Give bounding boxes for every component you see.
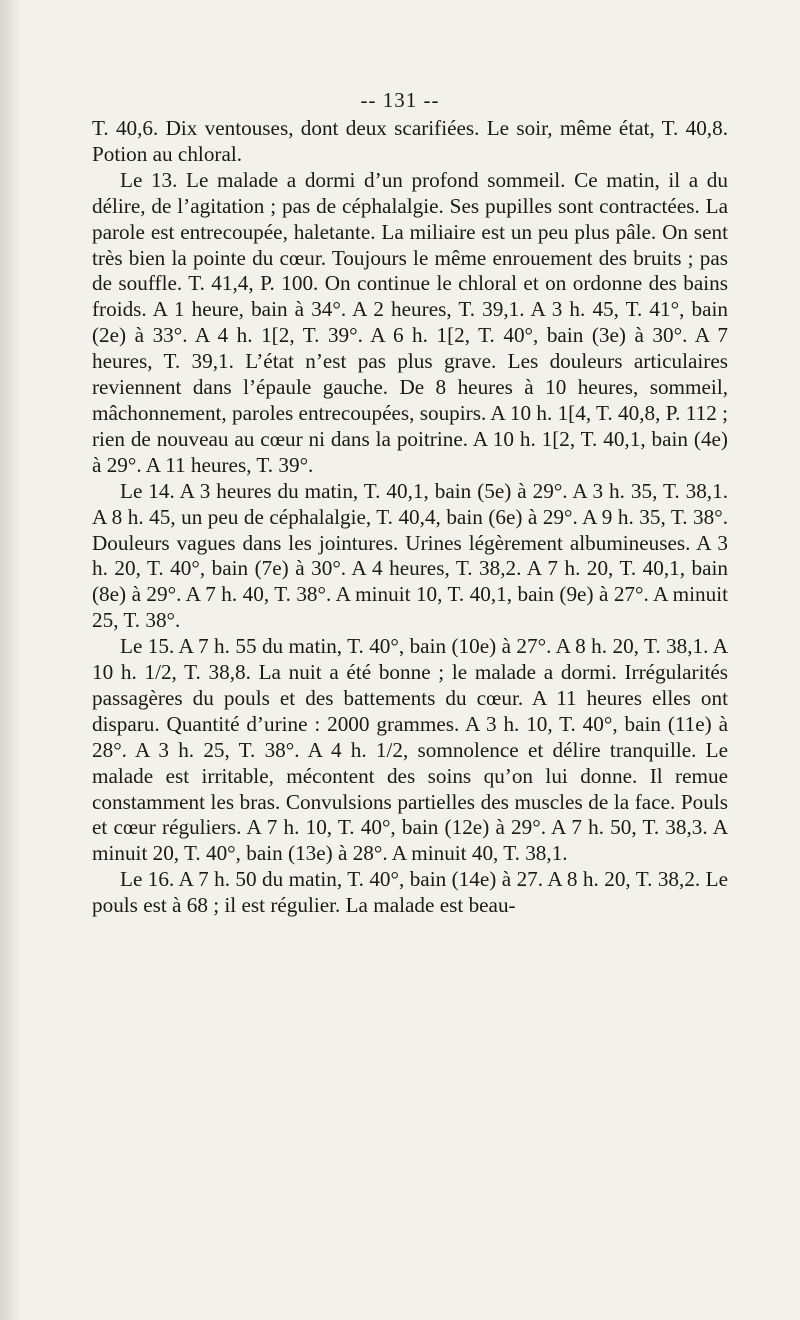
body-text bbox=[92, 116, 728, 919]
page-number: -- 131 -- bbox=[360, 88, 440, 112]
paragraph-continuation: T. 40,6. Dix ventouses, dont deux scarifiées. Le soir, même état, T. 40,8. Potion au chloral. bbox=[92, 116, 728, 166]
paragraph-day-15: Le 15. A 7 h. 55 du matin, T. 40°, bain (10e) à 27°. A 8 h. 20, T. 38,1. A 10 h. 1/2, T. 38,8. La nuit a été bonne ; le malade a dormi. Irrégularités passagères du pouls et des battements du cœur. A 11 heures elles ont disparu. Quantité d’urine : 2000 grammes. A 3 h. 10, T. 40°, bain (11e) à 28°. A 3 h. 25, T. 38°. A 4 h. 1/2, somnolence et délire tranquille. Le malade est irritable, mécontent des soins qu’on lui donne. Il remue constamment les bras. Convulsions partielles des muscles de la face. Pouls et cœur réguliers. A 7 h. 10, T. 40°, bain (12e) à 29°. A 7 h. 50, T. 38,3. A minuit 20, T. 40°, bain (13e) à 28°. A minuit 40, T. 38,1. bbox=[92, 634, 728, 866]
paragraph-day-14: Le 14. A 3 heures du matin, T. 40,1, bain (5e) à 29°. A 3 h. 35, T. 38,1. A 8 h. 45, un peu de céphalalgie, T. 40,4, bain (6e) à 29°. A 9 h. 35, T. 38°. Douleurs vagues dans les jointures. Urines légèrement albumineuses. A 3 h. 20, T. 40°, bain (7e) à 30°. A 4 heures, T. 38,2. A 7 h. 20, T. 40,1, bain (8e) à 29°. A 7 h. 40, T. 38°. A minuit 10, T. 40,1, bain (9e) à 27°. A minuit 25, T. 38°. bbox=[92, 478, 728, 633]
paragraph-day-13: Le 13. Le malade a dormi d’un profond sommeil. Ce matin, il a du délire, de l’agitation ; pas de céphalalgie. Ses pupilles sont contractées. La parole est entrecoupée, haletante. La miliaire est un peu plus pâle. On sent très bien la pointe du cœur. Toujours le même enrouement des bruits ; pas de souffle. T. 41,4, P. 100. On continue le chloral et on ordonne des bains froids. A 1 heure, bain à 34°. A 2 heures, T. 39,1. A 3 h. 45, T. 41°, bain (2e) à 33°. A 4 h. 1[2, T. 39°. A 6 h. 1[2, T. 40°, bain (3e) à 30°. A 7 heures, T. 39,1. L’état n’est pas plus grave. Les douleurs articulaires reviennent dans l’épaule gauche. De 8 heures à 10 heures, sommeil, mâchonnement, paroles entrecoupées, soupirs. A 10 h. 1[4, T. 40,8, P. 112 ; rien de nouveau au cœur ni dans la poitrine. A 10 h. 1[2, T. 40,1, bain (4e) à 29°. A 11 heures, T. 39°. bbox=[92, 167, 728, 477]
binding-shadow bbox=[0, 0, 22, 1320]
paragraph-day-16: Le 16. A 7 h. 50 du matin, T. 40°, bain (14e) à 27. A 8 h. 20, T. 38,2. Le pouls est à 68 ; il est régulier. La malade est beau- bbox=[92, 867, 728, 918]
